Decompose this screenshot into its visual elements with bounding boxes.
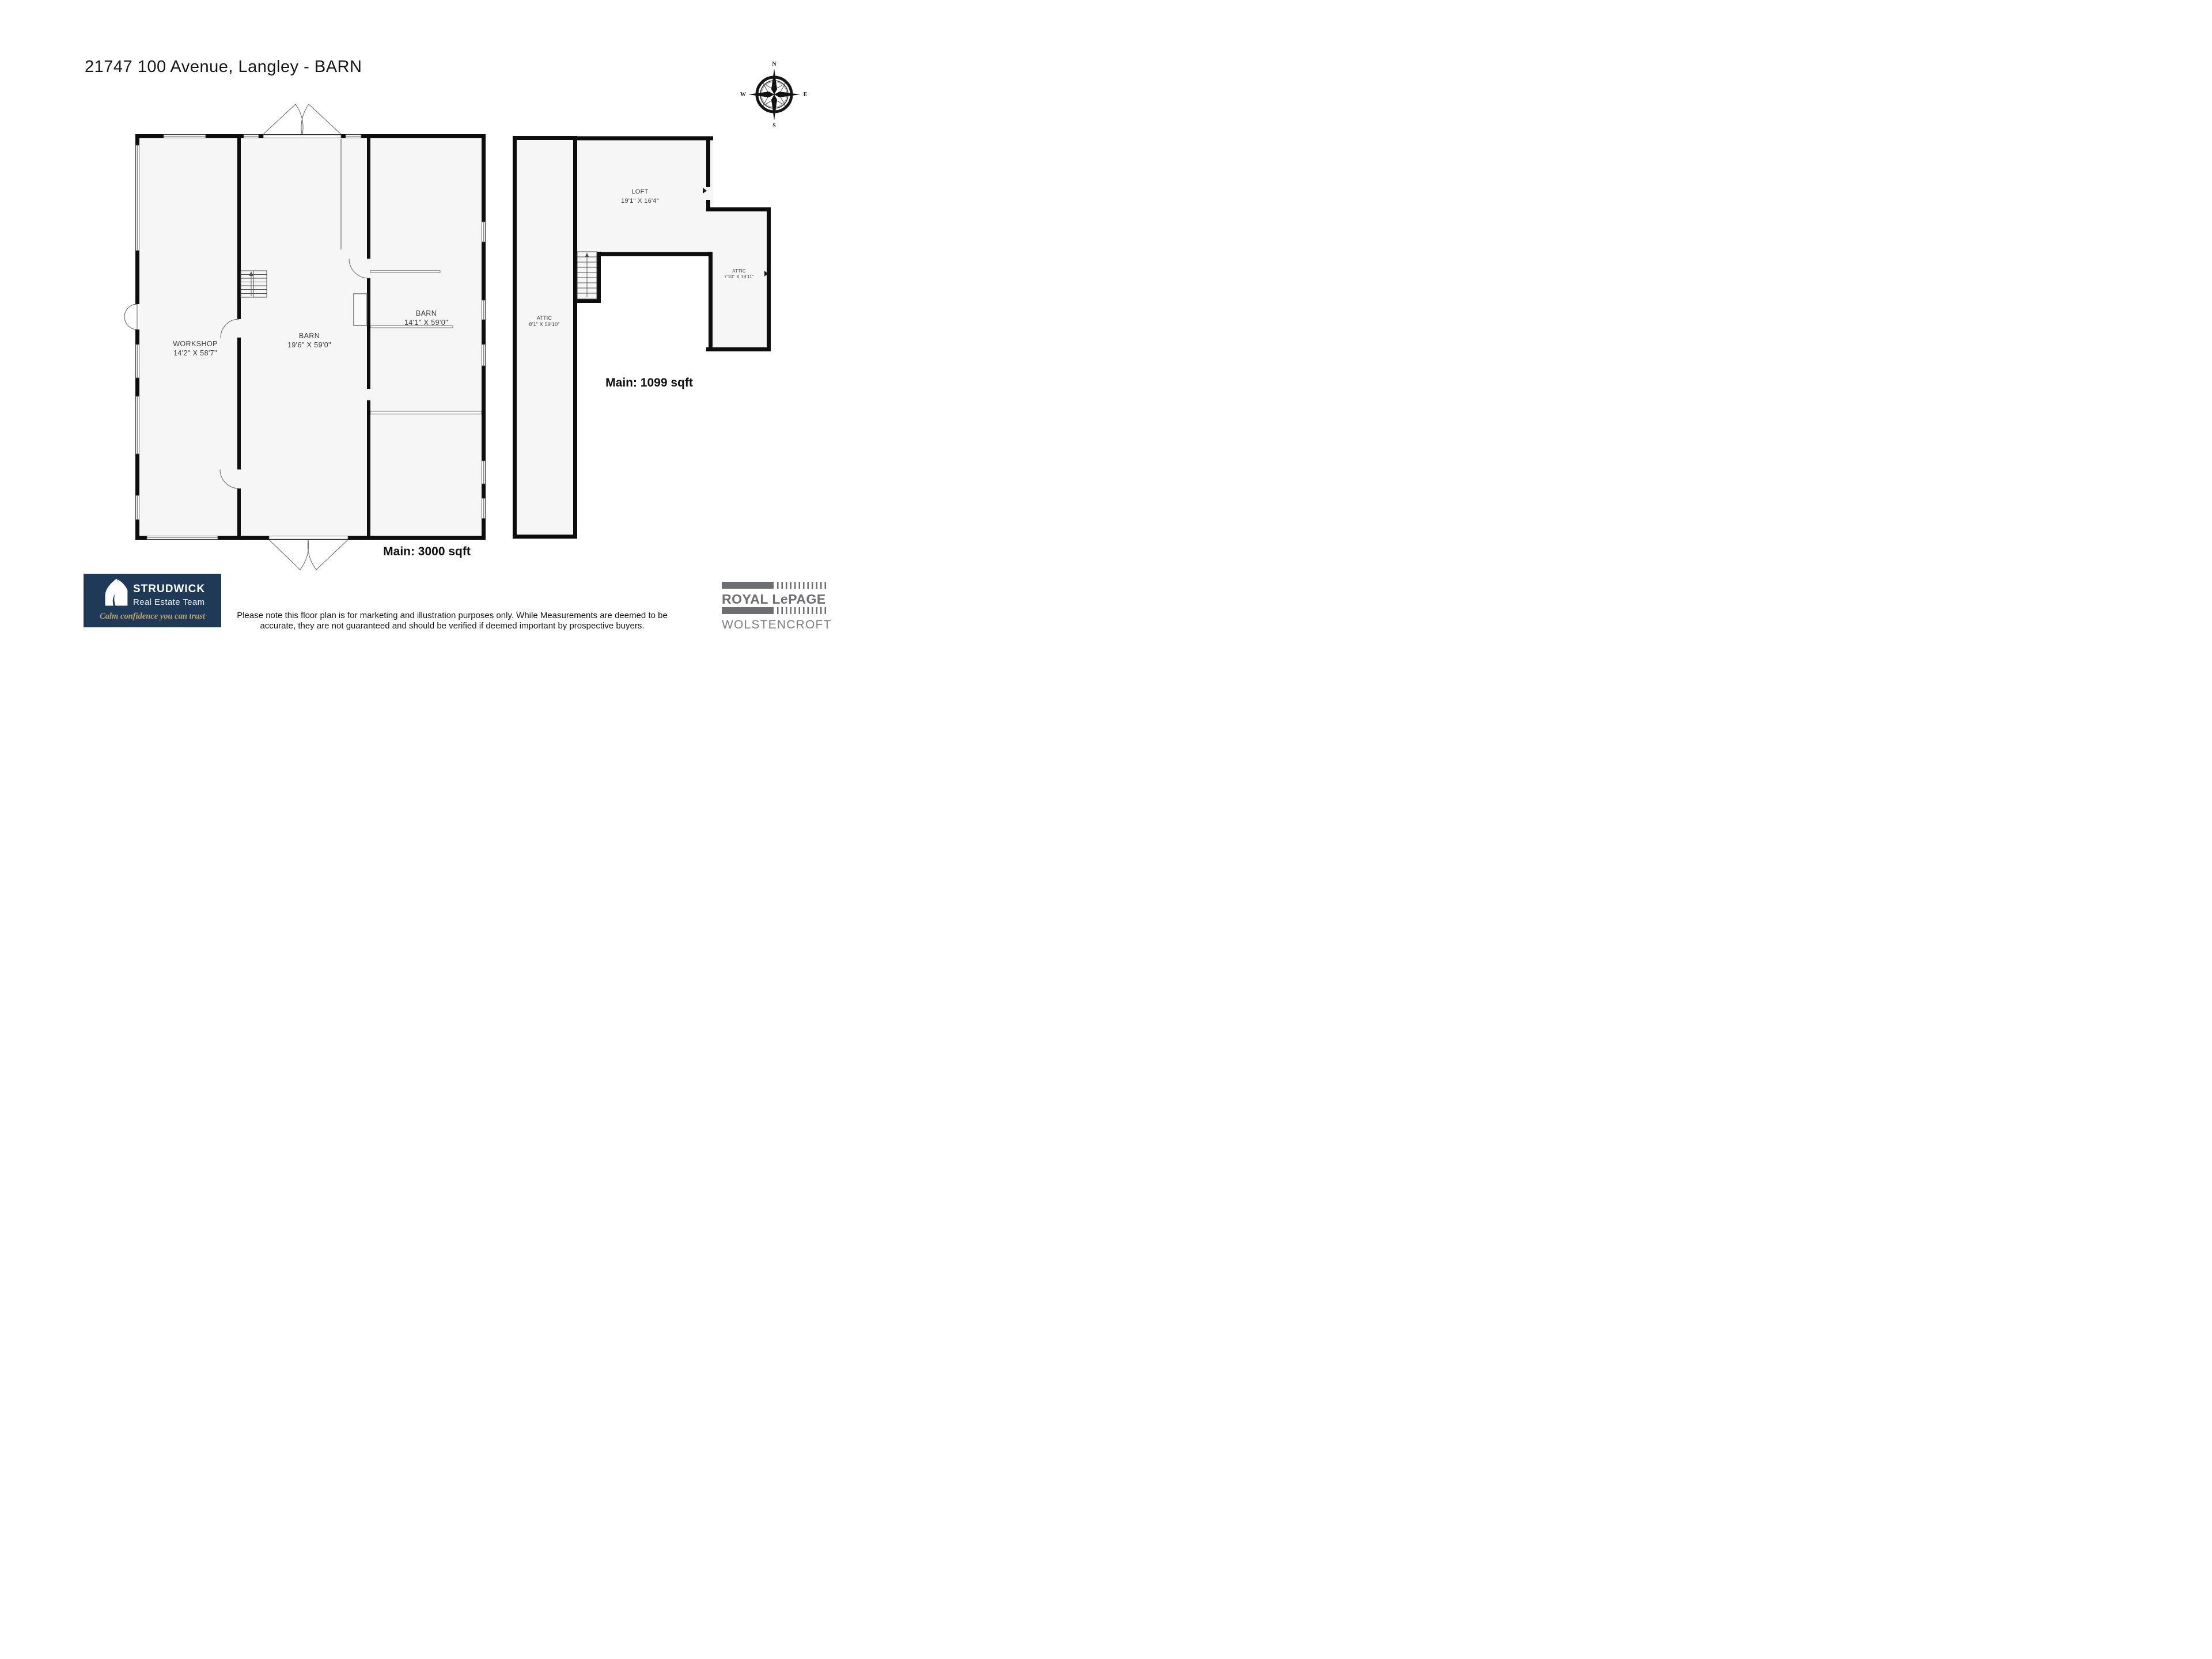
room-name: ATTIC xyxy=(536,315,552,321)
double-door-top xyxy=(263,104,341,138)
compass-north-label: N xyxy=(772,61,777,67)
room-dims: 14'1" X 59'0" xyxy=(404,318,448,327)
upper-area-label: Main: 1099 sqft xyxy=(605,376,693,389)
chute-box xyxy=(354,294,367,325)
bar-stripes xyxy=(777,582,829,589)
room-label-workshop xyxy=(149,340,241,358)
bar-solid xyxy=(722,582,774,589)
bar-solid xyxy=(722,607,774,614)
room-name: WORKSHOP xyxy=(173,340,218,348)
royal-lepage-logo xyxy=(722,582,832,631)
main-area-label: Main: 3000 sqft xyxy=(383,545,471,558)
royal-lepage-bar-top xyxy=(722,582,829,589)
stairs-main xyxy=(241,271,267,297)
door-opening xyxy=(237,319,241,338)
room-dims: 14'2" X 58'7" xyxy=(173,349,217,357)
room-label-attic-left xyxy=(510,315,579,327)
royal-lepage-bar-bottom xyxy=(722,607,829,614)
room-dims: 8'1" X 59'10" xyxy=(529,321,560,327)
room-label-loft xyxy=(594,187,686,206)
disclaimer-line1: Please note this floor plan is for marketing and illustration purposes only. While Measurements are deemed to be xyxy=(237,611,668,620)
disclaimer-line2: accurate, they are not guaranteed and should be verified if deemed important by prospective buyers. xyxy=(260,620,645,631)
compass-east-label: E xyxy=(803,92,808,98)
strudwick-house-icon xyxy=(103,578,130,606)
floorplan-page xyxy=(0,0,903,677)
strudwick-tagline: Calm confidence you can trust xyxy=(100,612,205,621)
stairs-upper xyxy=(577,252,597,299)
compass-rose-icon xyxy=(740,61,808,129)
windows-bottom-wall xyxy=(147,536,218,539)
room-name: ATTIC xyxy=(732,268,746,274)
room-label-barn-centre xyxy=(263,332,355,350)
compass-south-label: S xyxy=(772,123,776,129)
wall-opening xyxy=(366,389,371,400)
royal-lepage-office: WOLSTENCROFT xyxy=(722,618,832,631)
room-dims: 7'10" X 19'11" xyxy=(724,274,754,279)
compass-west-label: W xyxy=(740,92,746,98)
room-label-barn-right xyxy=(380,309,472,327)
door-opening xyxy=(366,259,371,278)
room-name: LOFT xyxy=(631,188,649,195)
strudwick-subtitle: Real Estate Team xyxy=(133,597,205,607)
room-name: BARN xyxy=(298,332,320,340)
royal-lepage-name: ROYAL LePAGE xyxy=(722,592,826,607)
disclaimer xyxy=(225,611,680,631)
door-opening xyxy=(706,187,711,200)
room-dims: 19'1" X 16'4" xyxy=(620,198,660,204)
door-left-wall xyxy=(124,304,139,329)
room-name: BARN xyxy=(415,309,437,317)
attic-strip-area xyxy=(513,136,577,539)
strudwick-name: STRUDWICK xyxy=(133,583,206,595)
double-door-bottom xyxy=(269,536,348,570)
door-opening xyxy=(237,469,241,488)
page-title: 21747 100 Avenue, Langley - BARN xyxy=(85,58,362,76)
strudwick-logo xyxy=(84,574,221,627)
bar-stripes xyxy=(777,607,829,614)
room-label-attic-right xyxy=(704,268,774,280)
room-dims: 19'6" X 59'0" xyxy=(287,340,331,349)
